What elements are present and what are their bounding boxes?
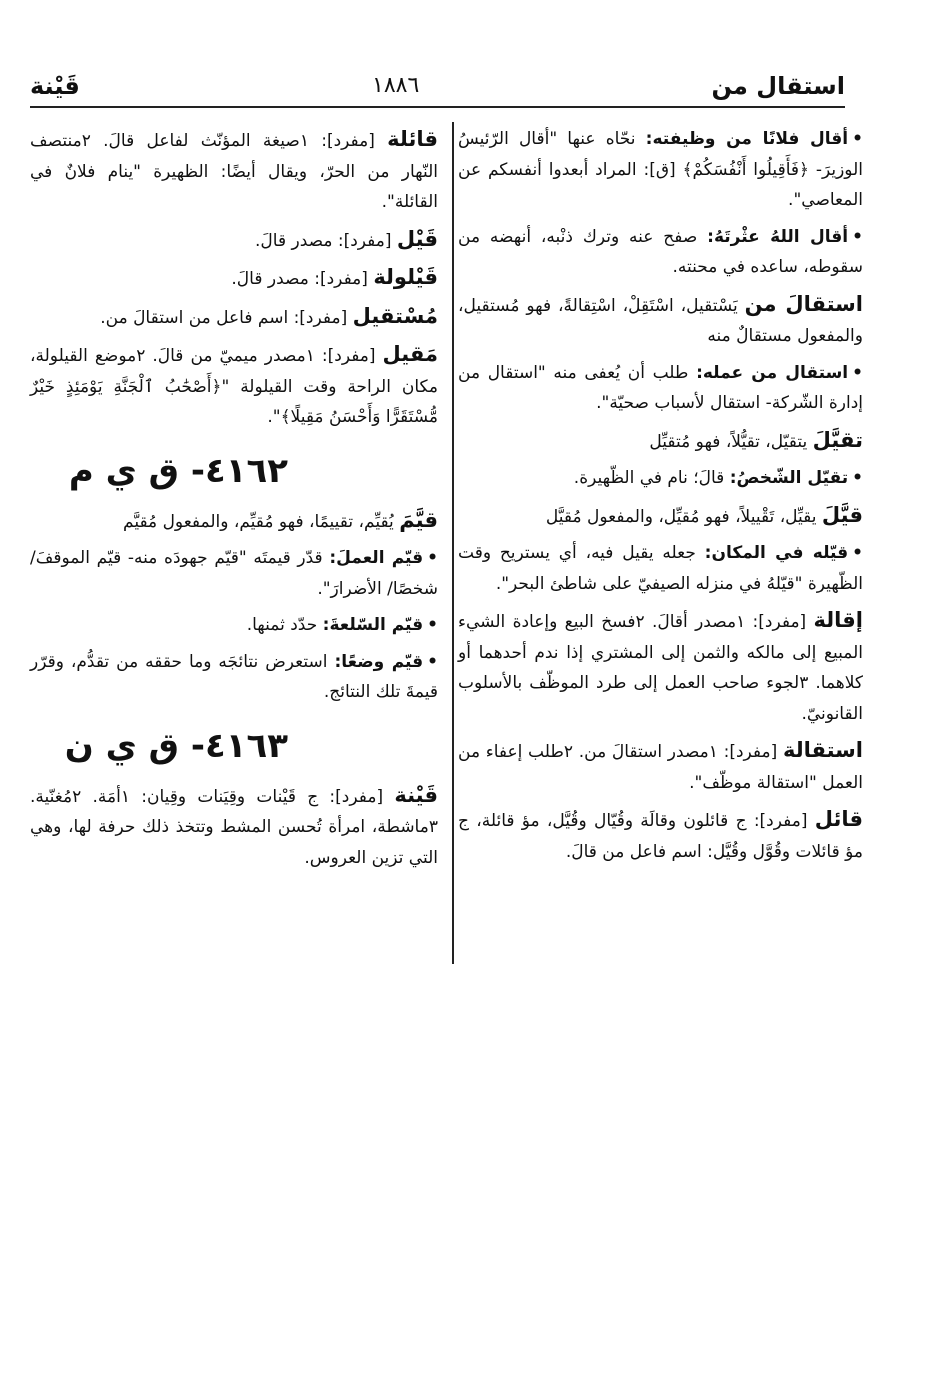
- sub-entry: [458, 124, 863, 216]
- definition-text: [مفرد]: ١مصدر استقالَ من. ٢طلب إعفاء من العمل "استقالة موظّف".: [458, 742, 863, 793]
- sub-headword: استقال من عمله:: [696, 362, 849, 383]
- column-divider: [452, 122, 454, 964]
- headword: تقيَّلَ: [812, 427, 863, 452]
- definition-text: [مفرد]: اسم فاعل من استقالَ من.: [100, 307, 353, 328]
- bullet-icon: •: [852, 543, 863, 563]
- sub-headword: أقال فلانًا من وظيفته:: [645, 129, 849, 149]
- headword: قَيْنة: [394, 782, 438, 807]
- dictionary-entry: [30, 339, 438, 433]
- dictionary-entry: [30, 224, 438, 257]
- definition-text: [مفرد]: ١صيغة المؤنّث لفاعل قالَ. ٢منتصف النّهار من الحرّ، ويقال أيضًا: الظهيرة "ينام فلانٌ في القائلة".: [30, 131, 438, 212]
- definition-text: يتقيّل، تقيُّلاً، فهو مُتقيِّل: [649, 431, 813, 452]
- definition-text: [مفرد]: مصدر قالَ.: [255, 230, 397, 251]
- definition-text: [مفرد]: ١مصدر أقالَ. ٢فسخ البيع وإعادة الشيء المبيع إلى مالكه والثمن إلى المشتري إذا ندم أحدهما أو كلاهما. ٣لجوء صاحب العمل إلى طرد الموظّف بالأسلوب القانونيّ.: [458, 612, 863, 724]
- sub-headword: تقيّل الشّخصُ:: [729, 468, 849, 488]
- dictionary-entry: [458, 289, 863, 352]
- dictionary-entry: [30, 505, 438, 538]
- headword: استقالَ من: [744, 291, 864, 316]
- definition-text: يُقيِّم، تقييمًا، فهو مُقيِّم، والمفعول مُقيَّم: [123, 511, 400, 532]
- sub-entry: [458, 222, 863, 283]
- headword: استقالة: [782, 738, 863, 762]
- definition-text: طلب أن يُعفى منه "استقال من إدارة الشّركة- استقال لأسباب صحيّة".: [458, 362, 863, 413]
- definition-text: قدّر قيمتَه "قيّم جهودَه منه- قيّم الموقفَ/ شخصًا/ الأضرارَ".: [30, 548, 438, 599]
- definition-text: يقيِّل، تَقْييلاً، فهو مُقيِّل، والمفعول مُقيَّل: [545, 506, 822, 527]
- definition-text: [مفرد]: ج قَيْنات وقِيَنات وقِيان: ١أمَة. ٢مُغنّية. ٣ماشطة، امرأة تُحسن المشط وتتخذ ذلك حرفة لها، وهي التي تزين العروس.: [30, 786, 438, 868]
- definition-text: نحّاه عنها "أقال الرّئيسُ الوزيرَ- ﴿فَأَقِيلُوا أَنْفُسَكُمْ﴾ [ق]: المراد أبعدوا أنفسكم عن المعاصي".: [458, 129, 863, 210]
- headword: قائل: [814, 807, 863, 831]
- dictionary-entry: [30, 780, 438, 874]
- right-column: [458, 124, 863, 873]
- definition-text: استعرض نتائجَه وما حققه من تقدُّم، وقرّر قيمةَ تلك النتائج.: [30, 651, 438, 702]
- bullet-icon: •: [852, 226, 863, 247]
- definition-text: حدّد ثمنها.: [246, 615, 323, 635]
- bullet-icon: •: [427, 615, 438, 635]
- bullet-icon: •: [852, 468, 863, 488]
- bullet-icon: •: [427, 651, 438, 672]
- dictionary-entry: [30, 262, 438, 295]
- headword: قَيْل: [396, 226, 438, 251]
- headword: مُسْتقيل: [352, 303, 438, 328]
- dictionary-entry: [458, 500, 863, 533]
- dictionary-entry: [458, 605, 863, 729]
- sub-headword: أقال اللهُ عثْرتَهُ:: [707, 226, 849, 247]
- sub-entry: [458, 463, 863, 494]
- sub-entry: [458, 538, 863, 599]
- headword: قائلة: [387, 127, 438, 151]
- sub-headword: قيّم وضعًا:: [334, 651, 424, 672]
- headword: إقالة: [813, 608, 863, 632]
- root-heading: ٤١٦٣- ق ي ن: [64, 725, 288, 766]
- headword: قيَّلَ: [821, 502, 863, 527]
- dictionary-entry: [30, 301, 438, 334]
- definition-text: [مفرد]: مصدر قالَ.: [231, 269, 374, 289]
- definition-text: صفح عنه وترك ذنْبه، أنهضه من سقوطه، ساعده في محنته.: [458, 226, 863, 277]
- sub-entry: [30, 610, 438, 641]
- page-header: [30, 58, 845, 108]
- definition-text: يَسْتقيل، اسْتَقِلْ، اسْتِقالةً، فهو مُستقيل، والمفعول مستقالٌ منه: [458, 295, 863, 346]
- page-number: ١٨٨٦: [372, 73, 420, 98]
- sub-entry: [30, 647, 438, 708]
- dictionary-entry: [458, 804, 863, 867]
- headword: قَيْلولة: [373, 265, 438, 289]
- left-column: [30, 124, 438, 879]
- sub-entry: [30, 543, 438, 604]
- definition-text: [مفرد]: ج قائلون وقالَة وقُيّال وقُيَّل، مؤ قائلة، ج مؤ قائلات وقُوَّل وقُيَّل: اسم فاعل من قالَ.: [458, 811, 863, 862]
- root-heading: ٤١٦٢- ق ي م: [68, 450, 288, 491]
- headword: قيَّمَ: [399, 507, 438, 532]
- dictionary-entry: [458, 735, 863, 798]
- running-head-left: قَيْنة: [30, 72, 80, 100]
- bullet-icon: •: [427, 548, 438, 568]
- sub-headword: قيّم السّلعةَ:: [322, 615, 424, 635]
- dictionary-entry: [30, 124, 438, 218]
- running-head-right: استقال من: [711, 72, 845, 100]
- sub-entry: [458, 358, 863, 419]
- bullet-icon: •: [852, 129, 864, 149]
- definition-text: قالَ؛ نام في الظّهيرة.: [573, 468, 730, 488]
- sub-headword: قيّم العملَ:: [329, 548, 424, 568]
- bullet-icon: •: [852, 362, 863, 383]
- dictionary-entry: [458, 425, 863, 458]
- definition-text: جعله يقيل فيه، أي يستريح وقت الظّهيرة "قيّلهُ في منزله الصيفيّ على شاطئ البحر".: [458, 543, 863, 594]
- sub-headword: قيّله في المكان:: [704, 543, 849, 563]
- headword: مَقيل: [382, 342, 438, 366]
- definition-text: [مفرد]: ١مصدر ميميّ من قالَ. ٢موضع القيلولة، مكان الراحة وقت القيلولة "﴿أَصْحَٰبُ ٱلْجَنَّةِ يَوْمَئِذٍ خَيْرٌ مُّسْتَقَرًّا وَأَحْسَنُ مَقِيلًا﴾".: [30, 346, 438, 427]
